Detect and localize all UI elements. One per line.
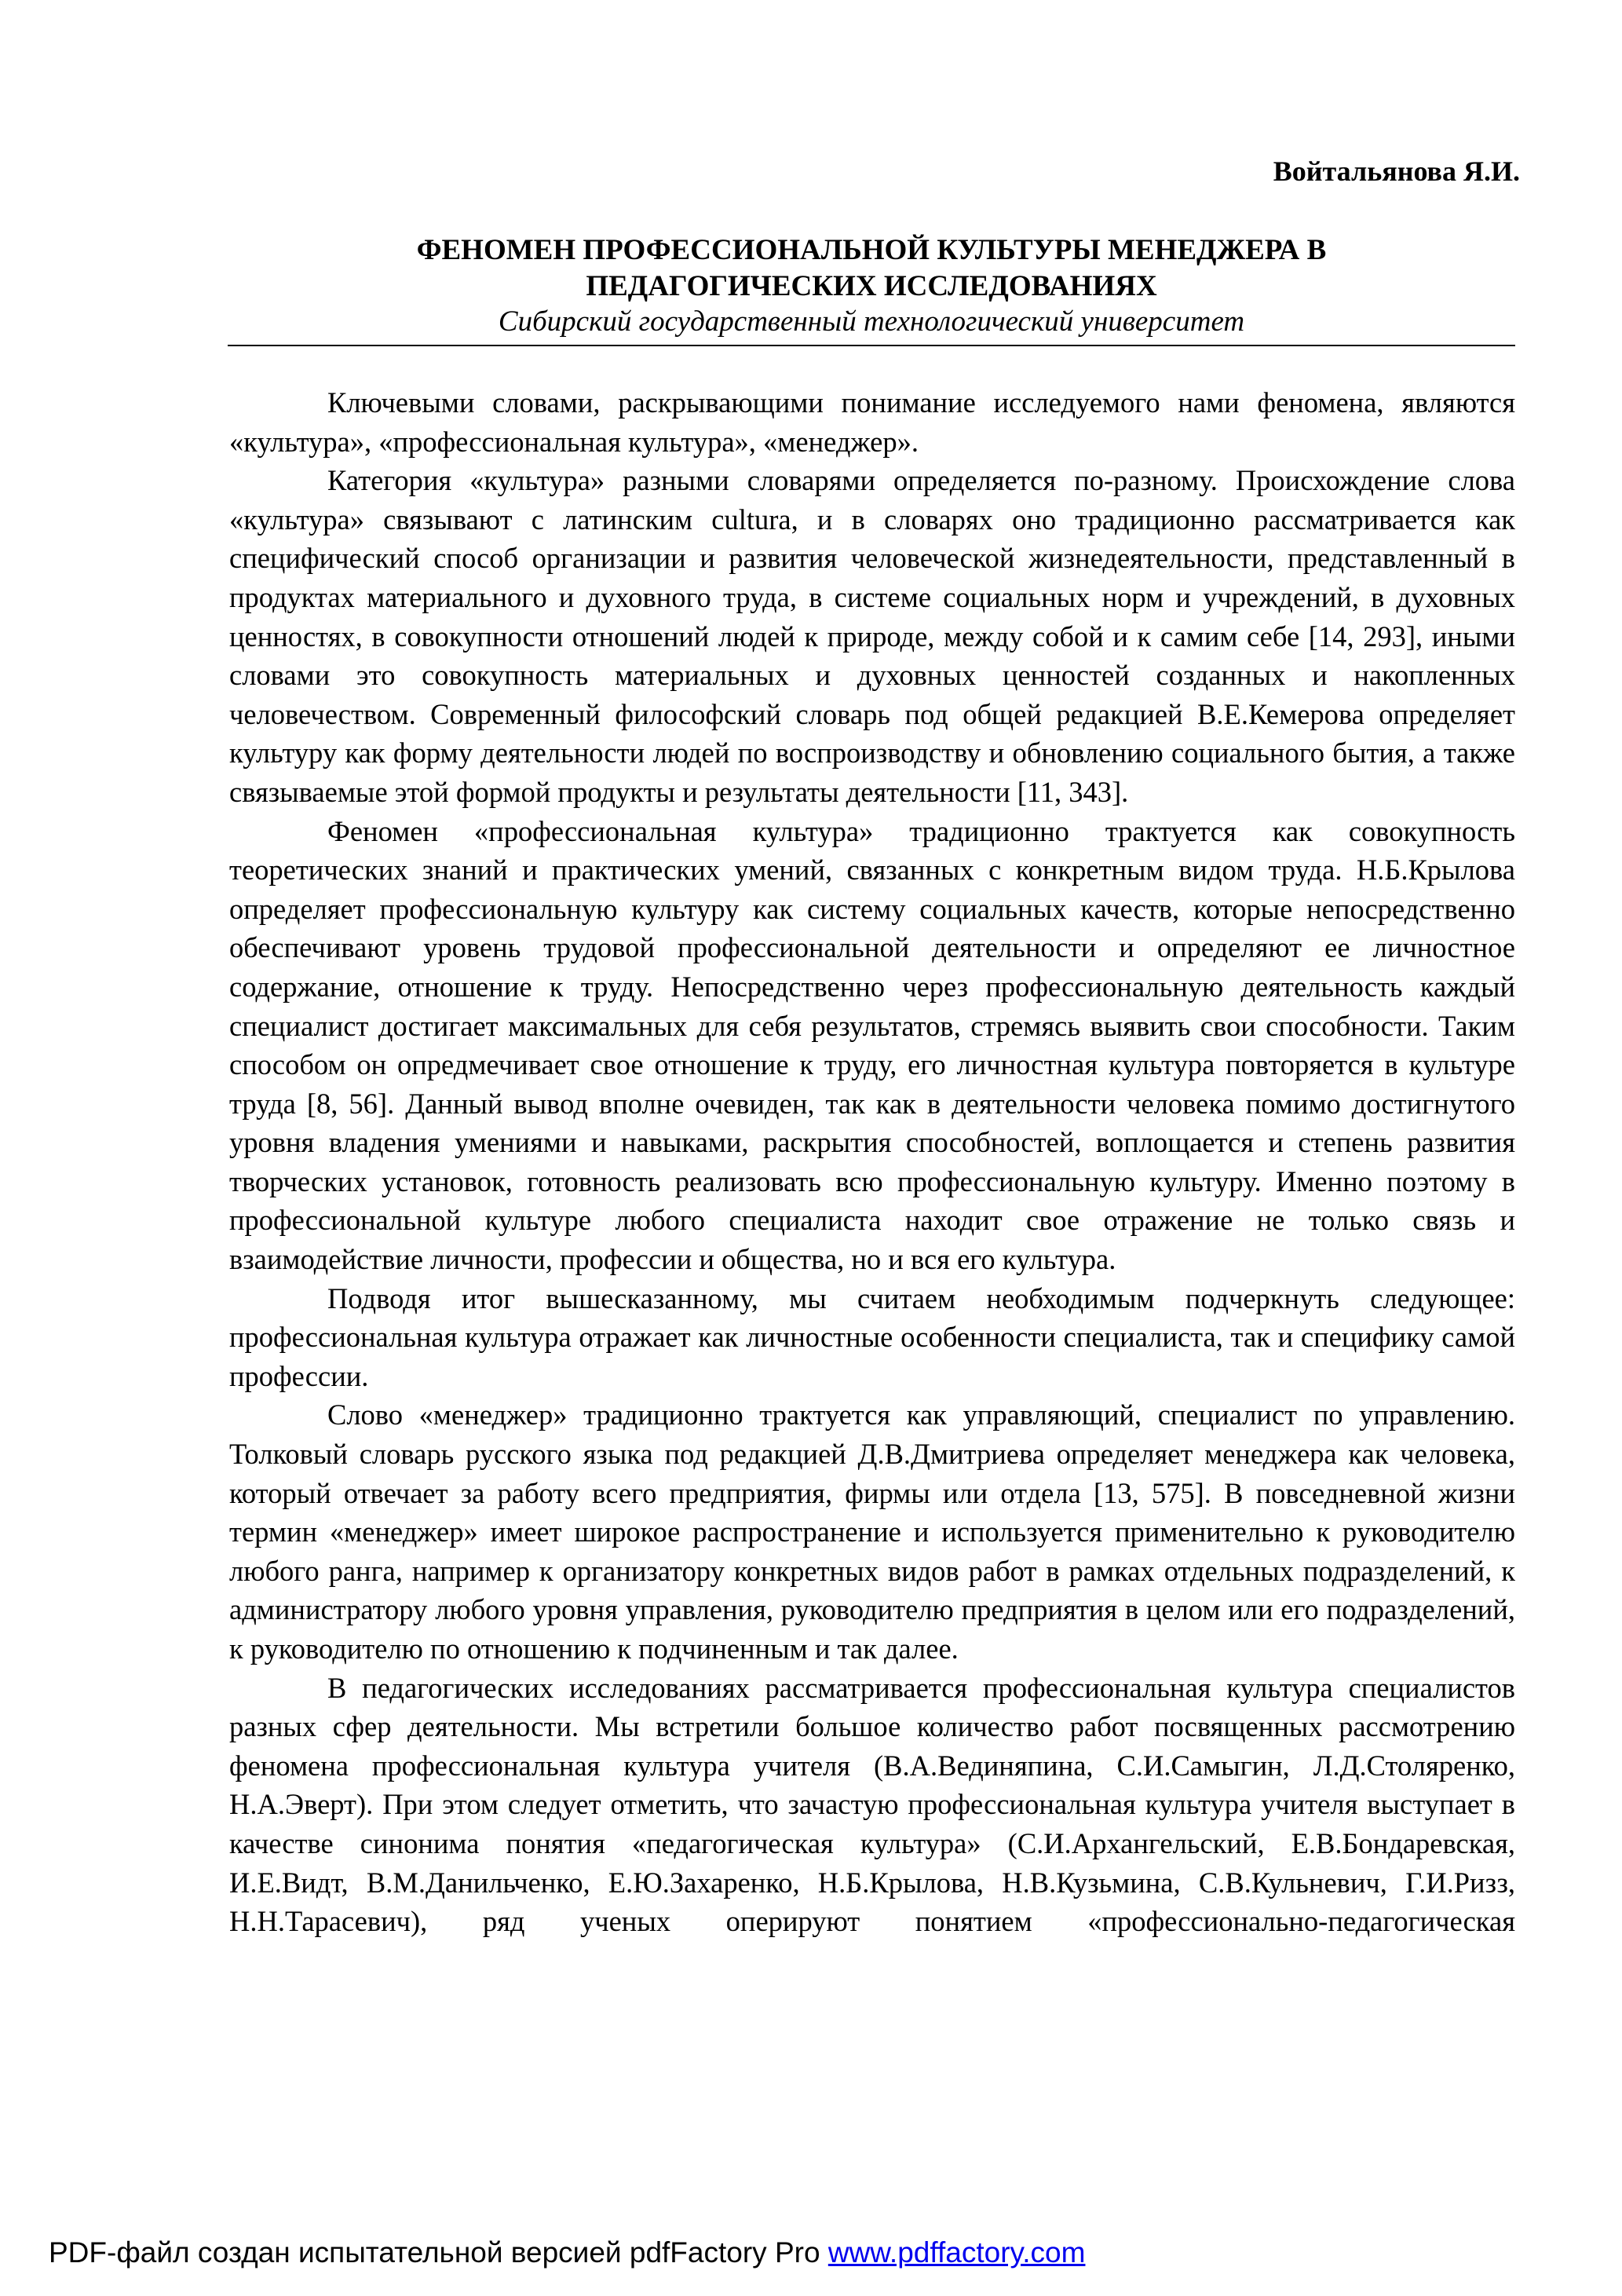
title-block — [228, 232, 1515, 339]
author-name: Войтальянова Я.И. — [1273, 155, 1520, 187]
footer-link[interactable]: www.pdffactory.com — [827, 2236, 1086, 2269]
article-title-line-2: ПЕДАГОГИЧЕСКИХ ИССЛЕДОВАНИЯХ — [586, 270, 1157, 302]
pdf-footer — [49, 2235, 1085, 2271]
paragraph: Феномен «профессиональная культура» традиционно трактуется как совокупность теоретических знаний и практических умений, связанных с конкретным видом труда. Н.Б.Крылова определяет профессиональную культуру как систему социальных качеств, которые непосредственно обеспечивают уровень трудовой профессиональной деятельности и определяют ее личностное содержание, отношение к труду. Непосредственно через профессиональную деятельность каждый специалист достигает максимальных для себя результатов, стремясь выявить свои способности. Таким способом он опредмечивает свое отношение к труду, его личностная культура повторяется в культуре труда [8, 56]. Данный вывод вполне очевиден, так как в деятельности человека помимо достигнутого уровня владения умениями и навыками, раскрытия способностей, воплощается и степень развития творческих установок, готовность реализовать всю профессиональную культуру. Именно поэтому в профессиональной культуре любого специалиста находит свое отражение не только связь и взаимодействие личности, профессии и общества, но и вся его культура. — [229, 814, 1515, 1276]
affiliation: Сибирский государственный технологический университет — [498, 305, 1245, 338]
article-body — [229, 383, 1515, 1941]
paragraph: Слово «менеджер» традиционно трактуется как управляющий, специалист по управлению. Толковый словарь русского языка под редакцией Д.В.Дмитриева определяет менеджера как человека, который отвечает за работу всего предприятия, фирмы или отдела [13, 575]. В повседневной жизни термин «менеджер» имеет широкое распространение и используется применительно к руководителю любого ранга, например к организатору конкретных видов работ в рамках отдельных подразделений, к администратору любого уровня управления, руководителю предприятия в целом или его подразделений, к руководителю по отношению к подчиненным и так далее. — [229, 1398, 1515, 1665]
paragraph: Подводя итог вышесказанному, мы считаем необходимым подчеркнуть следующее: профессиональная культура отражает как личностные особенности специалиста, так и специфику самой профессии. — [229, 1281, 1515, 1392]
paragraph: Ключевыми словами, раскрывающими понимание исследуемого нами феномена, являются «культура», «профессиональная культура», «менеджер». — [229, 386, 1515, 458]
title-divider — [228, 345, 1515, 346]
article-title-line-1: ФЕНОМЕН ПРОФЕССИОНАЛЬНОЙ КУЛЬТУРЫ МЕНЕДЖЕРА В — [416, 234, 1327, 266]
paragraph: Категория «культура» разными словарями определяется по-разному. Происхождение слова «культура» связывают с латинским cultura, и в словарях оно традиционно рассматривается как специфический способ организации и развития человеческой жизнедеятельности, представленный в продуктах материального и духовного труда, в системе социальных норм и учреждений, в духовных ценностях, в совокупности отношений людей к природе, между собой и к самим себе [14, 293], иными словами это совокупность материальных и духовных ценностей созданных и накопленных человечеством. Современный философский словарь под общей редакцией В.Е.Кемерова определяет культуру как форму деятельности людей по воспроизводству и обновлению социального бытия, а также связываемые этой формой продукты и результаты деятельности [11, 343]. — [229, 464, 1515, 808]
footer-text: PDF-файл создан испытательной версией pdfFactory Pro — [49, 2236, 820, 2269]
paragraph: В педагогических исследованиях рассматривается профессиональная культура специалистов разных сфер деятельности. Мы встретили большое количество работ посвященных рассмотрению феномена профессиональная культура учителя (В.А.Вединяпина, С.И.Самыгин, Л.Д.Столяренко, Н.А.Эверт). При этом следует отметить, что зачастую профессиональная культура учителя выступает в качестве синонима понятия «педагогическая культура» (С.И.Архангельский, Е.В.Бондаревская, И.Е.Видт, В.М.Данильченко, Е.Ю.Захаренко, Н.Б.Крылова, Н.В.Кузьмина, С.В.Кульневич, Г.И.Ризз, Н.Н.Тарасевич), ряд ученых оперируют понятием «профессионально-педагогическая — [229, 1671, 1515, 1938]
